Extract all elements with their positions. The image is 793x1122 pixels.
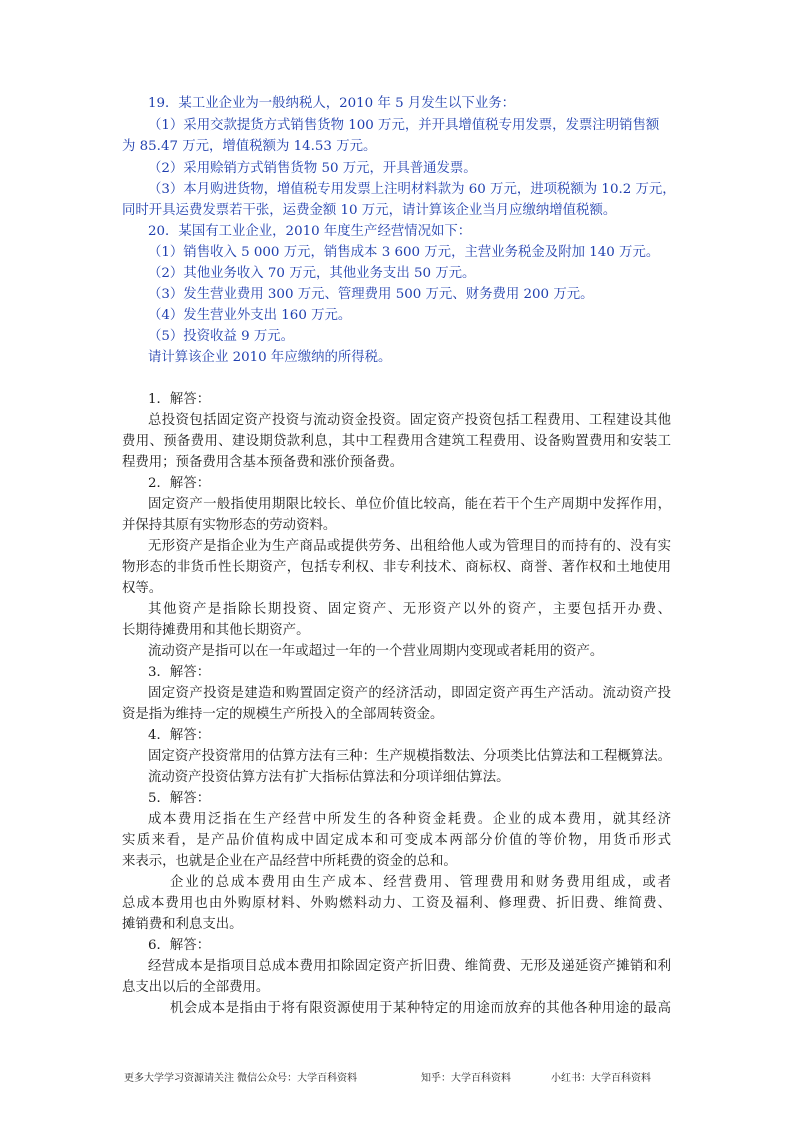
a1-p1-line1: 总投资包括固定资产投资与流动资金投资。固定资产投资包括工程费用、工程建设其他 [148, 413, 671, 428]
q19-item1-line1: （1）采用交款提货方式销售货物 100 万元，并开具增值税专用发票，发票注明销售额 [148, 118, 660, 133]
a6-p1-line2: 息支出以后的全部费用。 [122, 980, 270, 995]
q19-item2: （2）采用赊销方式销售货物 50 万元，开具普通发票。 [148, 161, 477, 176]
a5-p2-line1: 企业的总成本费用由生产成本、经营费用、管理费用和财务费用组成，或者 [170, 875, 671, 890]
a5-p2-line3: 摊销费和利息支出。 [122, 917, 243, 932]
a2-p2-line3: 权等。 [122, 581, 163, 596]
q19-item3-line2: 同时开具运费发票若干张，运费金额 10 万元，请计算该企业当月应缴纳增值税额。 [122, 203, 617, 218]
q20-item2: （2）其他业务收入 70 万元，其他业务支出 50 万元。 [148, 266, 476, 281]
a5-heading: 5．解答： [148, 791, 211, 806]
a2-p3-line1: 其他资产是指除长期投资、固定资产、无形资产以外的资产，主要包括开办费、 [148, 602, 671, 617]
a2-p2-line1: 无形资产是指企业为生产商品或提供劳务、出租给他人或为管理目的而持有的、没有实 [148, 539, 671, 554]
a1-p1-line3: 程费用；预备费用含基本预备费和涨价预备费。 [122, 455, 404, 470]
a3-p1-line1: 固定资产投资是建造和购置固定资产的经济活动，即固定资产再生产活动。流动资产投 [148, 686, 671, 701]
a3-p1-line2: 资是指为维持一定的规模生产所投入的全部周转资金。 [122, 707, 444, 722]
footer-zhihu: 知乎：大学百科资料 [421, 1073, 511, 1084]
a5-p1-line3: 来表示，也就是企业在产品经营中所耗费的资金的总和。 [122, 854, 457, 869]
a2-p3-line2: 长期待摊费用和其他长期资产。 [122, 623, 310, 638]
a3-heading: 3．解答： [148, 665, 211, 680]
footer-wechat: 更多大学学习资源请关注 微信公众号：大学百科资料 [124, 1073, 358, 1084]
a6-p2-line1: 机会成本是指由于将有限资源使用于某种特定的用途而放弃的其他各种用途的最高 [170, 1001, 671, 1016]
q20-item4: （4）发生营业外支出 160 万元。 [148, 308, 352, 323]
q20-title: 20．某国有工业企业，2010 年度生产经营情况如下： [148, 224, 472, 239]
q19-title: 19．某工业企业为一般纳税人，2010 年 5 月发生以下业务： [148, 96, 515, 111]
a5-p1-line1: 成本费用泛指在生产经营中所发生的各种资金耗费。企业的成本费用，就其经济 [148, 812, 671, 827]
a2-p1-line2: 并保持其原有实物形态的劳动资料。 [122, 518, 337, 533]
q20-ask: 请计算该企业 2010 年应缴纳的所得税。 [148, 350, 392, 365]
a2-p4: 流动资产是指可以在一年或超过一年的一个营业周期内变现或者耗用的资产。 [148, 644, 604, 659]
a1-p1-line2: 费用、预备费用、建设期贷款利息，其中工程费用含建筑工程费用、设备购置费用和安装工 [122, 434, 671, 449]
a6-heading: 6．解答： [148, 938, 211, 953]
a2-p2-line2: 物形态的非货币性长期资产，包括专利权、非专利技术、商标权、商誉、著作权和土地使用 [122, 560, 671, 575]
a2-p1-line1: 固定资产一般指使用期限比较长、单位价值比较高，能在若干个生产周期中发挥作用， [148, 497, 671, 512]
a4-p1: 固定资产投资常用的估算方法有三种：生产规模指数法、分项类比估算法和工程概算法。 [148, 749, 671, 764]
a5-p1-line2: 实质来看，是产品价值构成中固定成本和可变成本两部分价值的等价物，用货币形式 [122, 833, 671, 848]
a2-heading: 2．解答： [148, 476, 211, 491]
q20-item3: （3）发生营业费用 300 万元、管理费用 500 万元、财务费用 200 万元。 [148, 287, 594, 302]
q20-item5: （5）投资收益 9 万元。 [148, 329, 295, 344]
footer-xiaohongshu: 小红书：大学百科资料 [551, 1073, 651, 1084]
a1-heading: 1．解答： [148, 392, 211, 407]
q19-item1-line2: 为 85.47 万元，增值税额为 14.53 万元。 [122, 139, 377, 154]
a6-p1-line1: 经营成本是指项目总成本费用扣除固定资产折旧费、维简费、无形及递延资产摊销和利 [148, 959, 671, 974]
q20-item1: （1）销售收入 5 000 万元，销售成本 3 600 万元，主营业务税金及附加 140 万元。 [148, 245, 660, 260]
a4-p2: 流动资产投资估算方法有扩大指标估算法和分项详细估算法。 [148, 770, 510, 785]
q19-item3-line1: （3）本月购进货物，增值税专用发票上注明材料款为 60 万元，进项税额为 10.2 万元， [148, 182, 676, 197]
a5-p2-line2: 总成本费用也由外购原材料、外购燃料动力、工资及福利、修理费、折旧费、维简费、 [122, 896, 671, 911]
a4-heading: 4．解答： [148, 728, 211, 743]
